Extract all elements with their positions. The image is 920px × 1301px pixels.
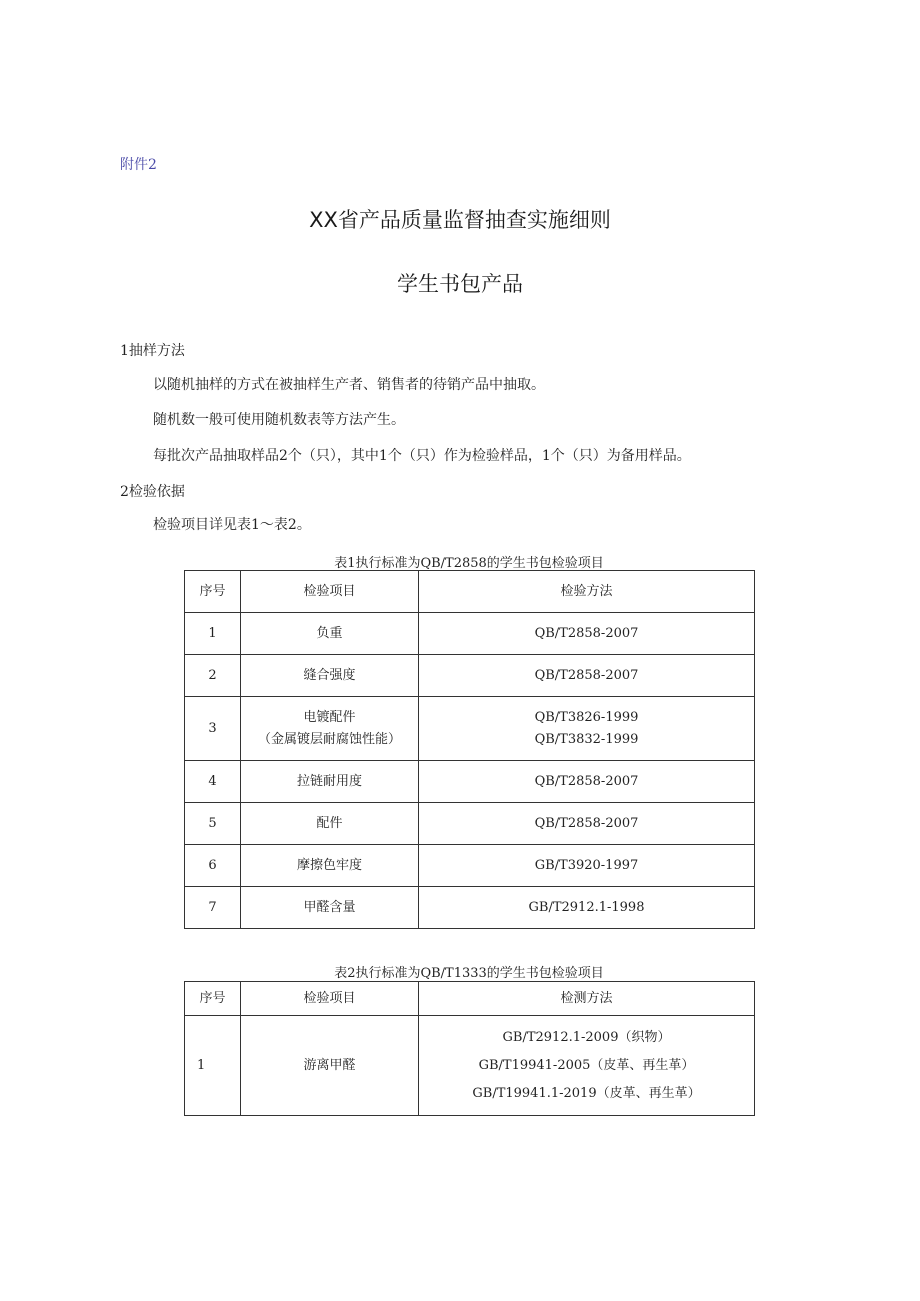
header-cell: 检验项目 [241,982,419,1016]
paragraph: 随机数一般可使用随机数表等方法产生。 [153,412,405,428]
paragraph: 以随机抽样的方式在被抽样生产者、销售者的待销产品中抽取。 [153,377,545,393]
header-cell: 序号 [185,982,241,1016]
header-cell: 序号 [185,571,241,613]
row-number: 3 [185,697,241,761]
header-cell: 检测方法 [419,982,755,1016]
inspection-item: 游离甲醛 [241,1016,419,1116]
inspection-method [419,697,755,761]
table-2-caption: 表2执行标准为QB/T1333的学生书包检验项目 [334,966,604,981]
item-line: 电镀配件 [303,709,356,725]
table-row [185,887,755,929]
table-row [185,761,755,803]
document-title: XX省产品质量监督抽查实施细则 [309,208,611,232]
inspection-method: QB/T2858-2007 [419,803,755,845]
table-row [185,613,755,655]
method-line: GB/T19941.1-2019（皮革、再生革） [472,1085,701,1101]
table-2 [184,981,755,1116]
table-row [185,845,755,887]
method-line: QB/T3826-1999 [534,709,639,725]
row-number: 1 [185,1016,241,1116]
method-line: GB/T19941-2005（皮革、再生革） [478,1057,695,1073]
table-row [185,655,755,697]
inspection-item [241,697,419,761]
section-1-heading: 1抽样方法 [120,343,185,359]
inspection-method: GB/T3920-1997 [419,845,755,887]
table-row [185,1016,755,1116]
inspection-method [419,1016,755,1116]
inspection-item: 甲醛含量 [241,887,419,929]
inspection-method: QB/T2858-2007 [419,613,755,655]
attachment-label: 附件2 [120,157,157,173]
row-number: 5 [185,803,241,845]
row-number: 2 [185,655,241,697]
row-number: 1 [185,613,241,655]
table-1-caption: 表1执行标准为QB/T2858的学生书包检验项目 [334,556,604,571]
inspection-item: 缝合强度 [241,655,419,697]
method-line: QB/T3832-1999 [534,731,639,747]
inspection-item: 摩擦色牢度 [241,845,419,887]
item-line: （金属镀层耐腐蚀性能） [257,731,401,747]
inspection-method: QB/T2858-2007 [419,655,755,697]
table-row [185,697,755,761]
header-cell: 检验方法 [419,571,755,613]
table-1 [184,570,755,929]
inspection-item: 拉链耐用度 [241,761,419,803]
row-number: 7 [185,887,241,929]
table-row [185,803,755,845]
inspection-item: 配件 [241,803,419,845]
inspection-item: 负重 [241,613,419,655]
paragraph: 每批次产品抽取样品2个（只），其中1个（只）作为检验样品，1个（只）为备用样品。 [153,448,691,464]
table-header-row [185,982,755,1016]
method-line: GB/T2912.1-2009（织物） [502,1029,671,1045]
row-number: 6 [185,845,241,887]
table-header-row [185,571,755,613]
paragraph: 检验项目详见表1～表2。 [153,517,311,533]
document-subtitle: 学生书包产品 [397,272,523,296]
header-cell: 检验项目 [241,571,419,613]
row-number: 4 [185,761,241,803]
inspection-method: GB/T2912.1-1998 [419,887,755,929]
inspection-method: QB/T2858-2007 [419,761,755,803]
section-2-heading: 2检验依据 [120,484,185,500]
